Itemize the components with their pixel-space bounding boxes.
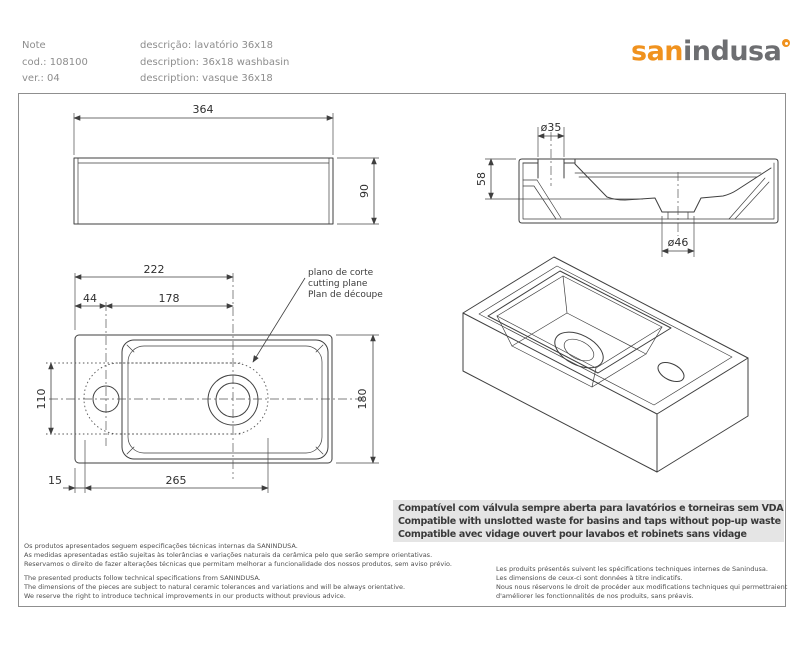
product-code: cod.: 108100: [22, 56, 88, 68]
plan-basin-rim-outer: [122, 340, 328, 459]
iso-basin-opening: [488, 271, 671, 373]
footer-line: As medidas apresentadas estão sujeitas às tolerâncias e variações naturais da cerâmica pelo que serão sempre orientativas.: [24, 551, 433, 559]
cutting-plane-leader: [253, 278, 305, 362]
cutting-plane-label-en: cutting plane: [308, 279, 368, 289]
iso-basin-wall-edges: [497, 276, 662, 387]
iso-top-face-edges: [463, 313, 748, 472]
isometric-view: [463, 257, 748, 472]
logo-dot-icon: [782, 39, 790, 47]
description-block: [140, 38, 289, 88]
iso-basin-inner-rim: [497, 276, 662, 368]
dim-tap-to-drain: 178: [158, 292, 180, 305]
section-floor-and-drain: [607, 168, 771, 212]
iso-rim-outer: [479, 266, 732, 405]
plan-rim-chamfers: [127, 345, 323, 454]
footer-line: Os produtos apresentados seguem especificações técnicas internas da SANINDUSA.: [24, 542, 298, 550]
footer-notes-en: [24, 574, 405, 601]
drawing-sheet-frame: [18, 93, 786, 607]
dim-front-width: 364: [192, 103, 214, 116]
dim-cut-width: 265: [165, 474, 187, 487]
section-view: [475, 121, 778, 257]
section-pedestal-lines: [523, 180, 561, 219]
title-block: [22, 38, 88, 88]
dim-drain: ø46: [667, 236, 689, 249]
iso-outer-outline: [463, 257, 748, 472]
front-outline: [74, 158, 333, 224]
iso-tap-hole: [655, 359, 687, 386]
iso-drain-outer: [549, 325, 609, 375]
cutting-plane-label-pt: plano de corte: [308, 268, 374, 278]
section-basin-slope: [575, 159, 607, 197]
front-view: [74, 103, 379, 224]
description-pt: descrição: lavatório 36x18: [140, 40, 273, 51]
dim-cut-offset: 15: [48, 474, 62, 487]
dim-edge-to-tap: 44: [83, 292, 97, 305]
footer-notes-pt: [24, 542, 452, 569]
front-edge-lines: [78, 158, 329, 224]
plan-basin-rim-inner: [128, 346, 322, 453]
dim-depth: 58: [475, 172, 488, 186]
compatibility-fr: Compatible avec vidage ouvert pour lavabos et robinets sans vidage: [398, 529, 747, 540]
note-label: Note: [22, 40, 46, 51]
compatibility-en: Compatible with unslotted waste for basins and taps without pop-up waste: [398, 516, 781, 527]
footer-line: Les dimensions de ceux-ci sont données à titre indicatifs.: [496, 574, 683, 582]
dim-edge-to-drain: 222: [143, 263, 165, 276]
footer-line: We reserve the right to introduce technical improvements in our products without previous advice.: [24, 592, 346, 600]
logo-text-orange: san: [631, 36, 684, 67]
compatibility-note-box: [393, 500, 784, 542]
footer-line: d'améliorer les fonctionnalités de nos produits, sans préavis.: [496, 592, 694, 600]
drawing-version: ver.: 04: [22, 73, 60, 84]
footer-line: The presented products follow technical specifications from SANINDUSA.: [24, 574, 261, 582]
section-rim-lines: [575, 173, 761, 177]
logo-text-gray: indusa: [683, 36, 782, 67]
dim-tap-hole: ø35: [540, 121, 562, 134]
footer-notes-fr: [496, 565, 787, 601]
footer-line: Nous nous réservons le droit de procéder aux modifications techniques qui permettraient: [496, 583, 788, 591]
plan-cut-tangent-lines: [46, 363, 243, 434]
description-fr: description: vasque 36x18: [140, 73, 273, 84]
sanindusa-logo: [631, 38, 789, 66]
iso-drain-inner: [561, 335, 598, 366]
plan-cutting-plane-outline: [84, 363, 268, 434]
section-tap-deck: [523, 159, 575, 178]
footer-line: Reservamos o direito de fazer alterações técnicas que permitam melhorar a funcionalidade dos nossos produtos, sem aviso prévio.: [24, 560, 452, 568]
section-centerlines: [551, 132, 678, 236]
footer-line: Les produits présentés suivent les spécifications techniques internes de Sanindusa.: [496, 565, 768, 573]
iso-basin-floor: [512, 313, 646, 387]
dim-cut-height: 110: [35, 388, 48, 410]
section-wall-structure: [729, 178, 769, 219]
cutting-plane-label-fr: Plan de découpe: [308, 290, 383, 300]
dim-total-depth: 180: [356, 388, 369, 410]
description-en: description: 36x18 washbasin: [140, 56, 290, 68]
dim-front-height: 90: [358, 184, 371, 198]
plan-view: [35, 263, 383, 493]
footer-line: The dimensions of the pieces are subject to natural ceramic tolerances and variations and will be always orientative.: [24, 583, 406, 591]
compatibility-pt: Compatível com válvula sempre aberta para lavatórios e torneiras sem VDA: [398, 503, 784, 514]
